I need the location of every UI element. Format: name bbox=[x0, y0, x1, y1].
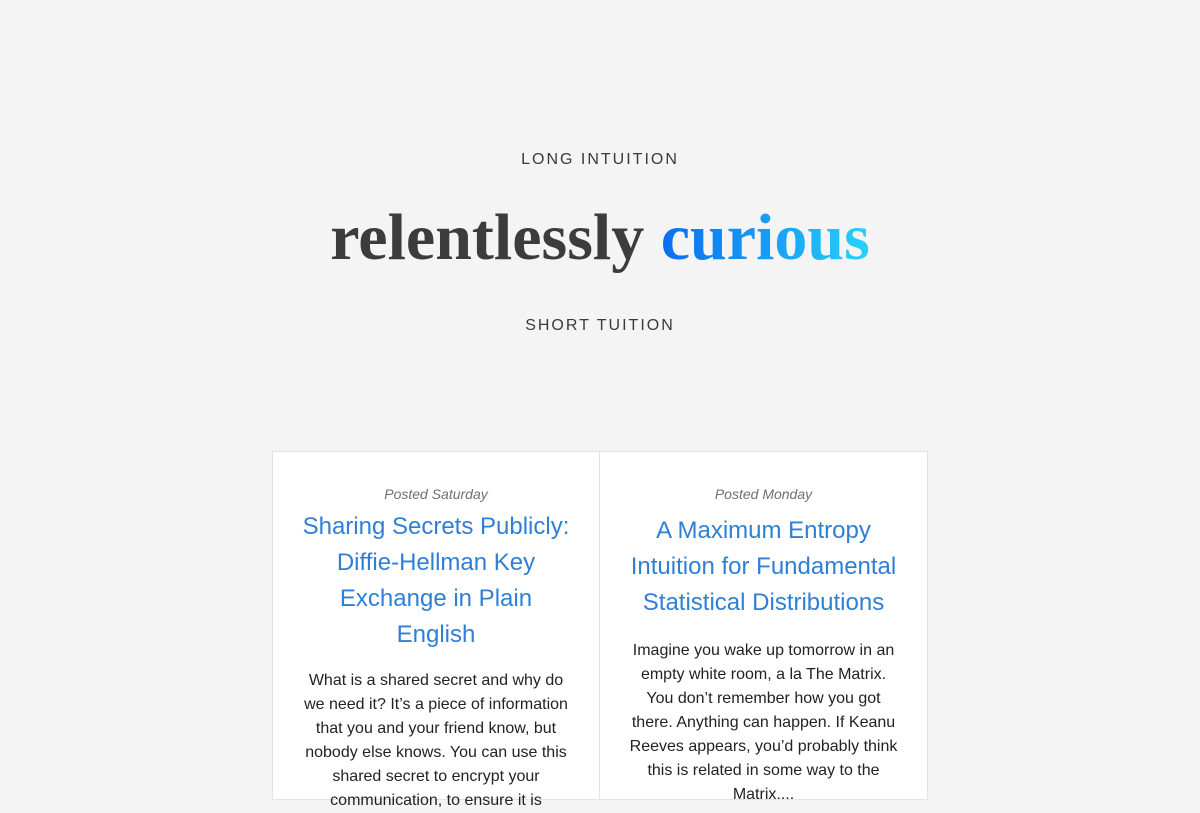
site-title[interactable] bbox=[0, 196, 1200, 280]
site-title-accent: curious bbox=[660, 201, 870, 274]
post-excerpt: Imagine you wake up tomorrow in an empty white room, a la The Matrix. You don’t remember how you got there. Anything can happen. If Keanu Reeves appears, you’d probably think this is related in some way to the Matrix.... bbox=[629, 642, 898, 803]
post-list bbox=[272, 451, 928, 809]
post-excerpt: What is a shared secret and why do we need it? It’s a piece of information that you and your friend know, but nobody else knows. You can use this shared secret to encrypt your communication, to ensure it is bbox=[304, 672, 568, 809]
post-date: Posted Saturday bbox=[384, 486, 488, 502]
site-header bbox=[0, 0, 1200, 400]
nav-link-short-tuition[interactable]: SHORT TUITION bbox=[525, 317, 675, 334]
post-card bbox=[600, 451, 928, 803]
nav-link-long-intuition[interactable]: LONG INTUITION bbox=[521, 151, 679, 168]
post-date: Posted Monday bbox=[714, 486, 813, 502]
post-title-link[interactable]: A Maximum Entropy Intuition for Fundamental Statistical Distributions bbox=[630, 517, 897, 616]
site-title-main: relentlessly bbox=[330, 201, 645, 274]
post-title-link[interactable]: Sharing Secrets Publicly: Diffie-Hellman Key Exchange in Plain English bbox=[302, 513, 570, 648]
post-card bbox=[272, 451, 600, 809]
